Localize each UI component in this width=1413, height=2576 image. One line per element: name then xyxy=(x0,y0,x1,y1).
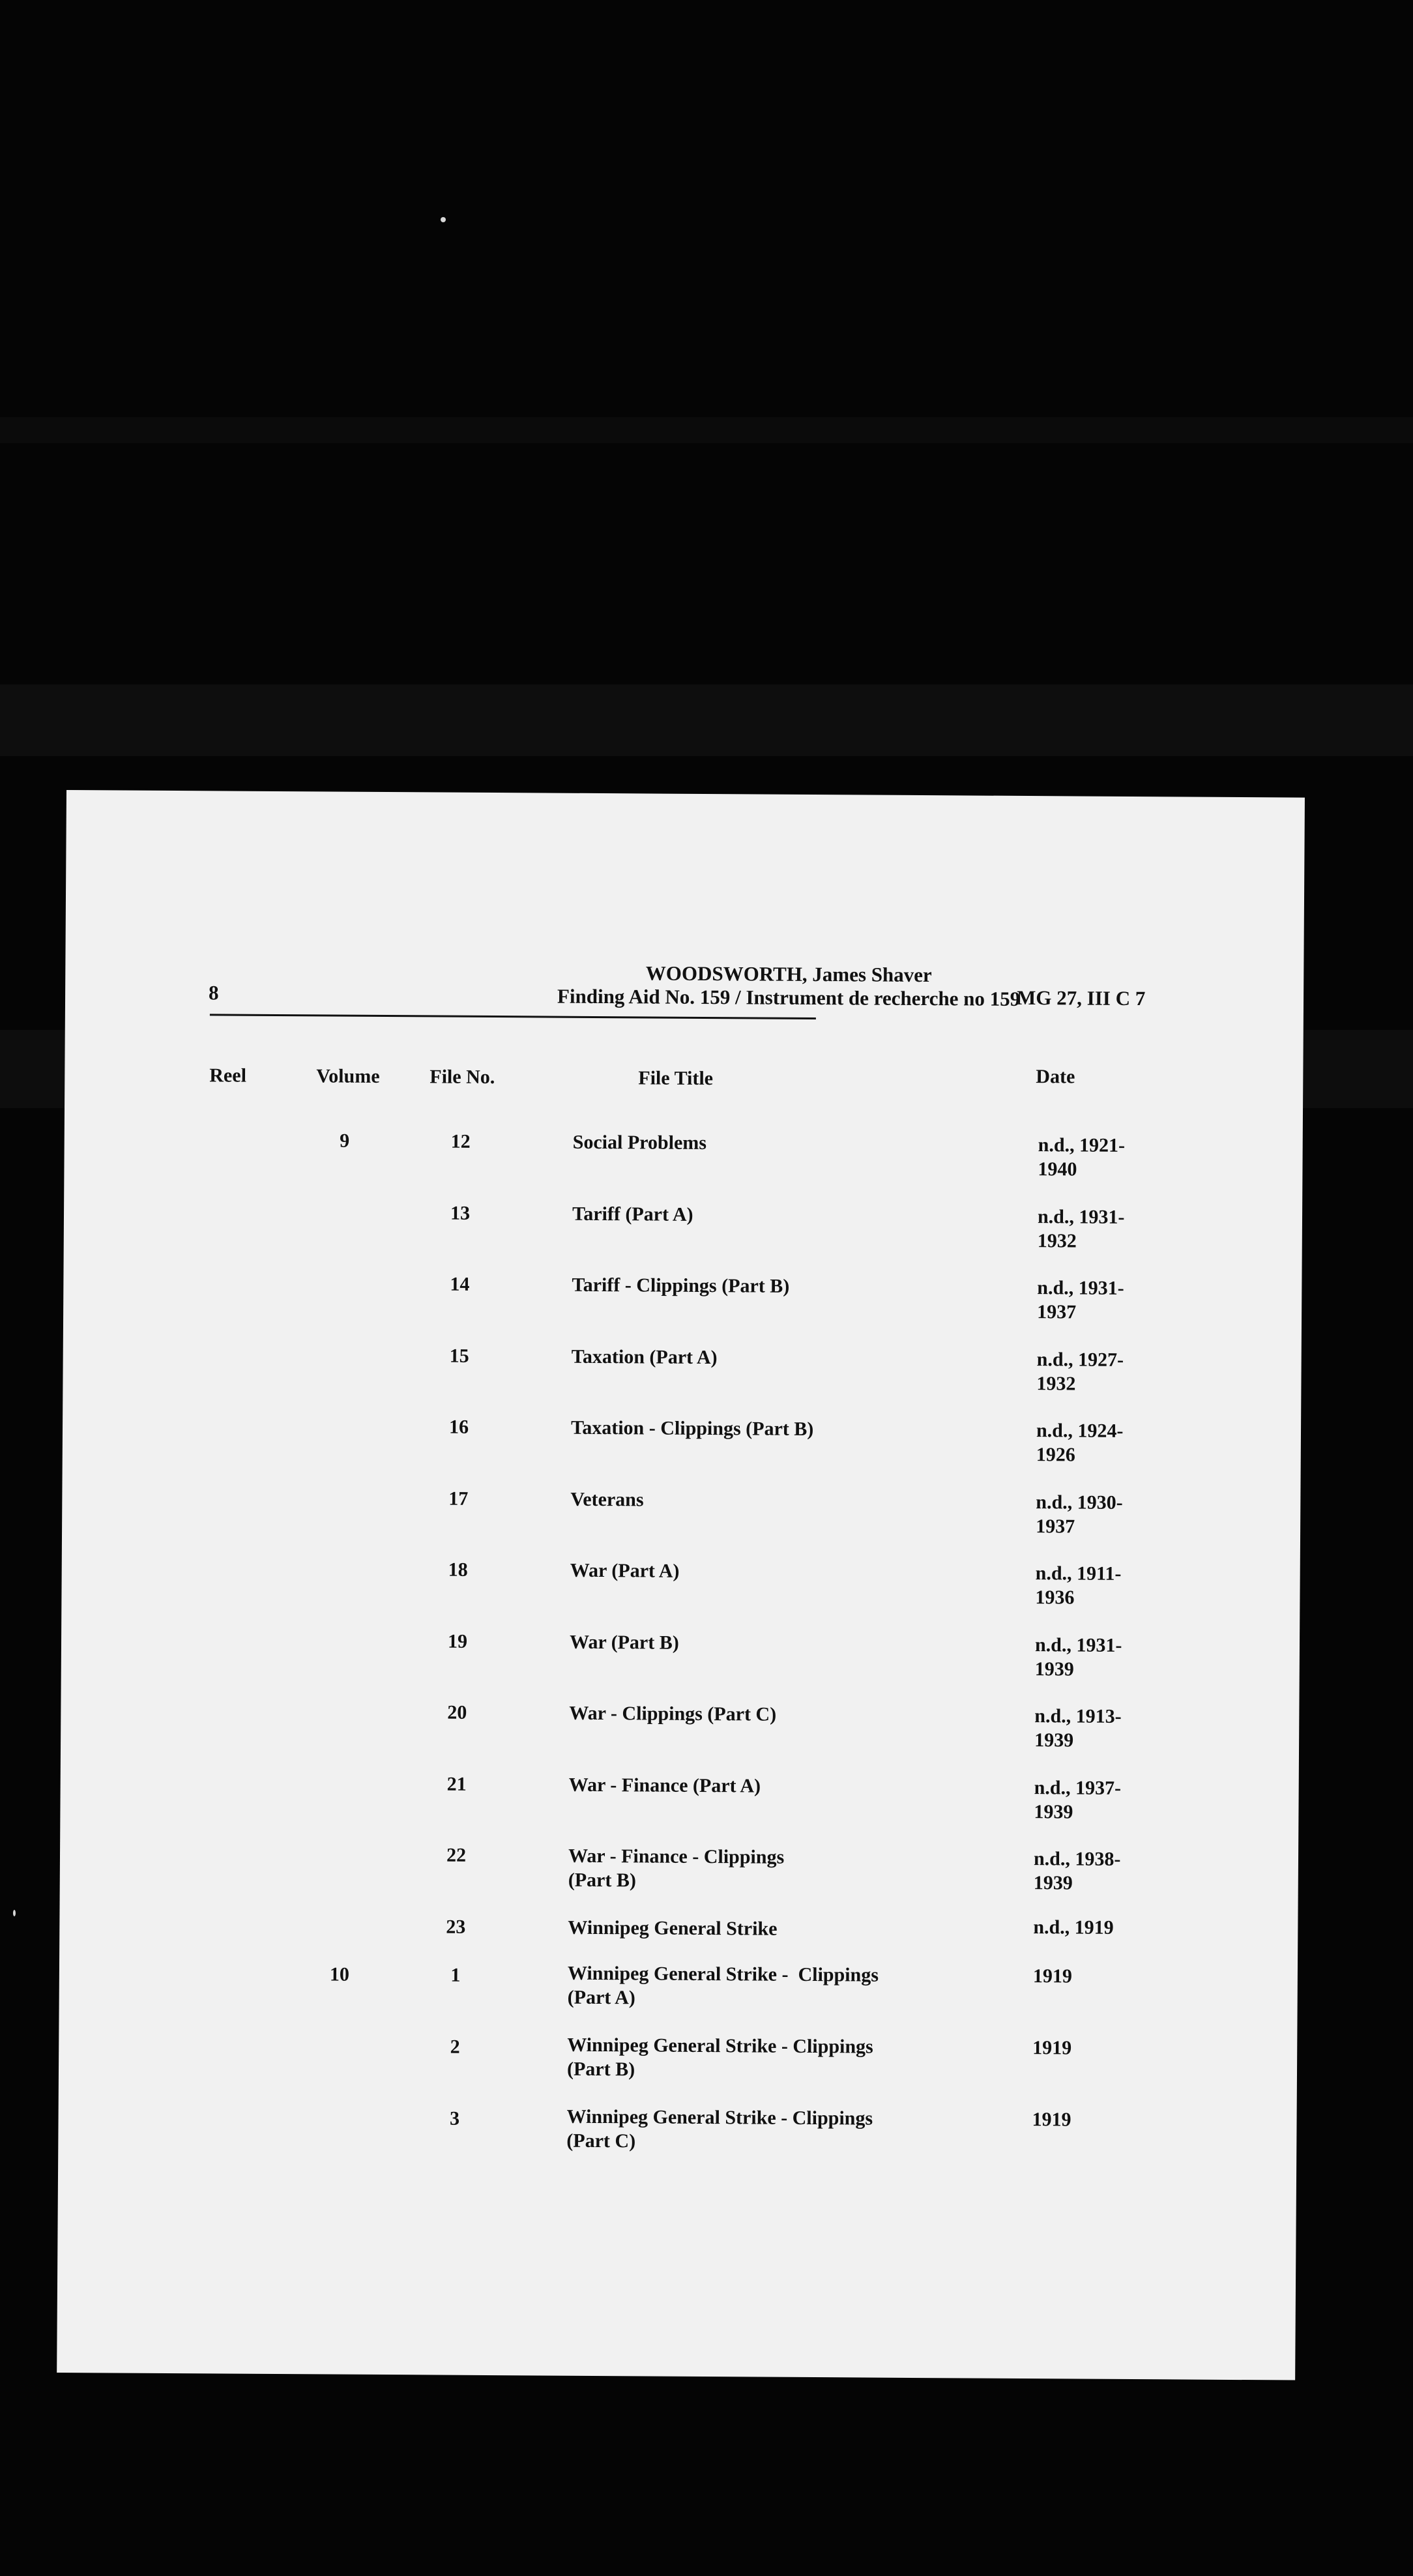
date-cell: n.d., 1931- 1937 xyxy=(1037,1277,1124,1323)
reference-code: MG 27, III C 7 xyxy=(1016,986,1146,1010)
file-number-cell: 15 xyxy=(449,1345,469,1367)
column-header-file-no: File No. xyxy=(430,1066,495,1089)
header-rule xyxy=(210,1014,816,1019)
file-title-cell: Veterans xyxy=(570,1488,644,1511)
document-title: WOODSWORTH, James Shaver xyxy=(645,961,932,987)
file-number-cell: 2 xyxy=(450,2036,460,2058)
volume-cell: 10 xyxy=(329,1963,350,1985)
volume-cell: 9 xyxy=(340,1130,350,1152)
file-title-cell: War - Clippings (Part C) xyxy=(569,1702,777,1725)
date-cell: n.d., 1919 xyxy=(1033,1916,1114,1939)
finding-aid-title: Finding Aid No. 159 / Instrument de recherche no 159 xyxy=(557,984,1021,1010)
date-cell: 1919 xyxy=(1032,2037,1072,2059)
file-title-cell: Social Problems xyxy=(572,1131,707,1154)
file-title-cell: Taxation (Part A) xyxy=(571,1345,718,1369)
film-speck xyxy=(13,1910,16,1916)
file-number-cell: 16 xyxy=(448,1416,469,1438)
file-title-cell: Winnipeg General Strike - Clippings (Part B) xyxy=(566,2034,873,2081)
file-number-cell: 18 xyxy=(448,1559,468,1581)
date-cell: n.d., 1931- 1939 xyxy=(1034,1634,1122,1680)
scan-band xyxy=(0,684,1413,756)
date-cell: n.d., 1931- 1932 xyxy=(1037,1206,1125,1252)
column-header-volume: Volume xyxy=(316,1065,380,1087)
page-number: 8 xyxy=(208,981,219,1004)
file-title-cell: War (Part B) xyxy=(569,1631,679,1654)
date-cell: n.d., 1913- 1939 xyxy=(1034,1705,1122,1751)
file-title-cell: Taxation - Clippings (Part B) xyxy=(570,1416,814,1441)
file-number-cell: 14 xyxy=(450,1273,470,1295)
date-cell: n.d., 1924- 1926 xyxy=(1036,1420,1124,1466)
date-cell: 1919 xyxy=(1032,2109,1071,2131)
file-number-cell: 3 xyxy=(449,2107,460,2130)
file-number-cell: 13 xyxy=(450,1202,471,1224)
file-number-cell: 23 xyxy=(446,1916,466,1938)
file-title-cell: Tariff (Part A) xyxy=(572,1203,693,1225)
file-number-cell: 21 xyxy=(446,1773,467,1795)
file-title-cell: War (Part A) xyxy=(570,1559,680,1582)
date-cell: n.d., 1927- 1932 xyxy=(1036,1349,1124,1395)
file-number-cell: 20 xyxy=(447,1701,467,1723)
column-header-file-title: File Title xyxy=(638,1067,714,1090)
date-cell: n.d., 1921- 1940 xyxy=(1038,1134,1126,1180)
document-page xyxy=(57,790,1305,2380)
file-title-cell: Winnipeg General Strike - Clippings (Part A) xyxy=(567,1962,879,2009)
file-title-cell: Winnipeg General Strike - Clippings (Part C) xyxy=(566,2105,873,2152)
file-title-cell: War - Finance (Part A) xyxy=(568,1774,761,1797)
date-cell: n.d., 1938- 1939 xyxy=(1033,1848,1121,1894)
date-cell: n.d., 1911- 1936 xyxy=(1035,1562,1122,1609)
file-number-cell: 12 xyxy=(450,1130,471,1152)
file-title-cell: Winnipeg General Strike xyxy=(568,1916,778,1940)
date-cell: n.d., 1937- 1939 xyxy=(1034,1777,1122,1823)
file-number-cell: 1 xyxy=(450,1964,461,1986)
column-header-date: Date xyxy=(1036,1066,1075,1088)
scan-band xyxy=(0,417,1413,443)
file-number-cell: 22 xyxy=(446,1844,467,1866)
column-header-reel: Reel xyxy=(209,1064,247,1087)
file-number-cell: 19 xyxy=(447,1630,468,1652)
date-cell: n.d., 1930- 1937 xyxy=(1036,1491,1123,1538)
date-cell: 1919 xyxy=(1032,1965,1073,1987)
film-speck xyxy=(441,217,446,222)
file-title-cell: Tariff - Clippings (Part B) xyxy=(572,1274,790,1297)
file-title-cell: War - Finance - Clippings (Part B) xyxy=(568,1845,785,1892)
file-number-cell: 17 xyxy=(448,1487,469,1510)
